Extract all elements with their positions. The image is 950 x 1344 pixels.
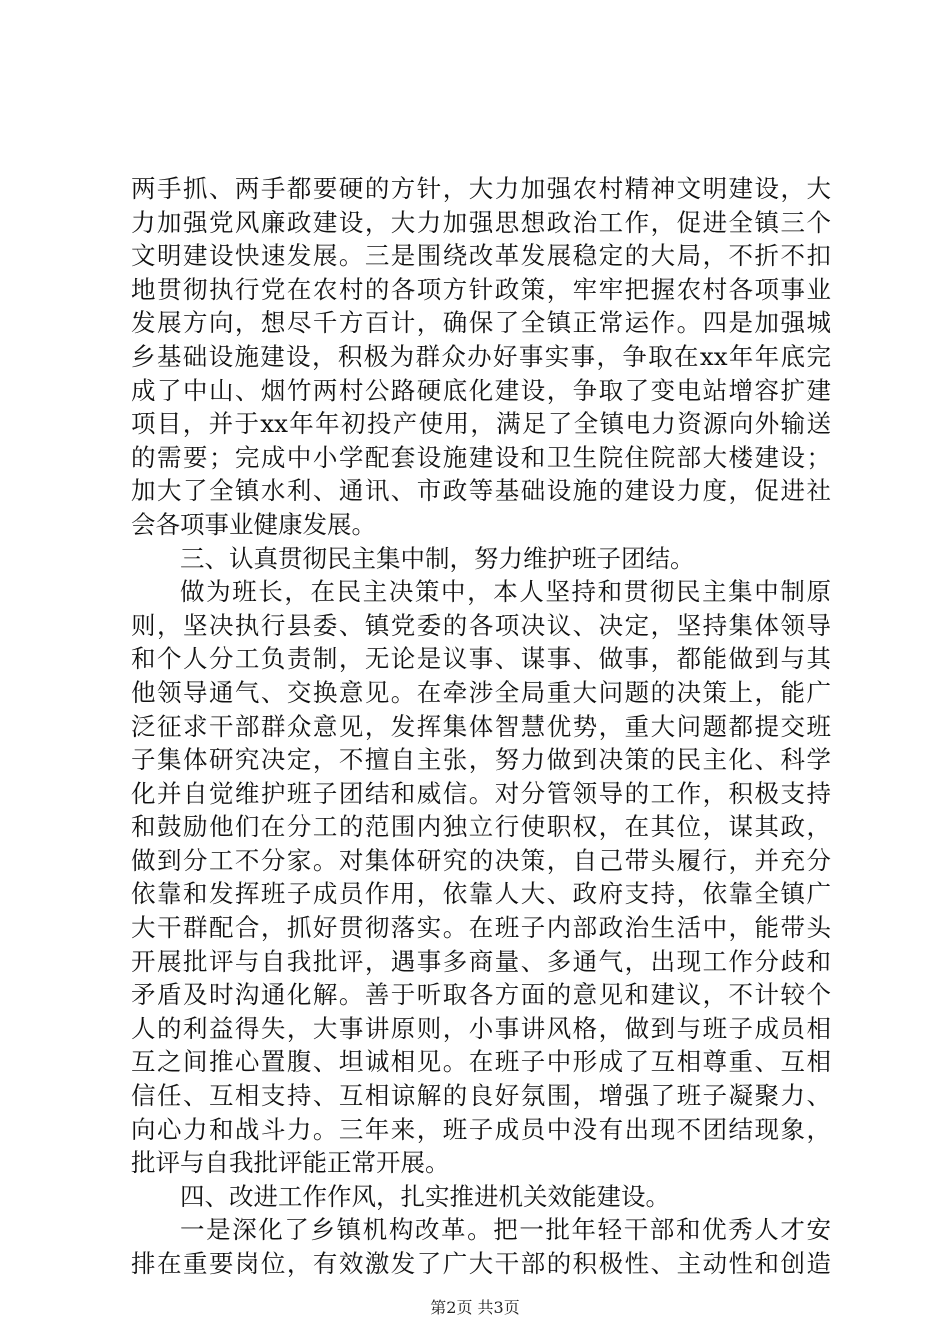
text-line: 的需要；完成中小学配套设施建设和卫生院住院部大楼建设； [131, 442, 831, 472]
text-line: 乡基础设施建设，积极为群众办好事实事，争取在xx年年底完 [131, 341, 831, 371]
text-line: 做到分工不分家。对集体研究的决策，自己带头履行，并充分 [131, 845, 831, 875]
text-line: 两手抓、两手都要硬的方针，大力加强农村精神文明建设，大 [131, 174, 831, 203]
text-line: 三、认真贯彻民主集中制，努力维护班子团结。 [180, 543, 695, 573]
text-line: 子集体研究决定，不擅自主张，努力做到决策的民主化、科学 [131, 745, 831, 775]
text-line: 地贯彻执行党在农村的各项方针政策，牢牢把握农村各项事业 [131, 274, 831, 304]
text-line: 化并自觉维护班子团结和威信。对分管领导的工作，积极支持 [131, 778, 831, 808]
text-line: 力加强党风廉政建设，大力加强思想政治工作，促进全镇三个 [131, 207, 831, 237]
text-line: 和鼓励他们在分工的范围内独立行使职权，在其位，谋其政， [131, 812, 831, 842]
text-line: 会各项事业健康发展。 [131, 509, 376, 539]
text-line: 信任、互相支持、互相谅解的良好氛围，增强了班子凝聚力、 [131, 1081, 831, 1111]
text-line: 他领导通气、交换意见。在牵涉全局重大问题的决策上，能广 [131, 677, 831, 707]
text-line: 一是深化了乡镇机构改革。把一批年轻干部和优秀人才安 [180, 1215, 831, 1245]
page-footer: 第2页 共3页 [430, 1298, 520, 1317]
text-line: 发展方向，想尽千方百计，确保了全镇正常运作。四是加强城 [131, 308, 831, 338]
text-line: 则，坚决执行县委、镇党委的各项决议、决定，坚持集体领导 [131, 610, 831, 640]
text-line: 开展批评与自我批评，遇事多商量、多通气，出现工作分歧和 [131, 946, 831, 976]
text-line: 矛盾及时沟通化解。善于听取各方面的意见和建议，不计较个 [131, 980, 831, 1010]
text-line: 泛征求干部群众意见，发挥集体智慧优势，重大问题都提交班 [131, 711, 831, 741]
text-line: 依靠和发挥班子成员作用，依靠人大、政府支持，依靠全镇广 [131, 879, 831, 909]
text-line: 文明建设快速发展。三是围绕改革发展稳定的大局，不折不扣 [131, 241, 831, 271]
text-line: 做为班长，在民主决策中，本人坚持和贯彻民主集中制原 [180, 577, 831, 607]
text-line: 加大了全镇水利、通讯、市政等基础设施的建设力度，促进社 [131, 476, 831, 506]
text-line: 互之间推心置腹、坦诚相见。在班子中形成了互相尊重、互相 [131, 1047, 831, 1077]
text-line: 大干群配合，抓好贯彻落实。在班子内部政治生活中，能带头 [131, 913, 831, 943]
text-line: 排在重要岗位，有效激发了广大干部的积极性、主动性和创造 [131, 1249, 831, 1278]
text-line: 人的利益得失，大事讲原则，小事讲风格，做到与班子成员相 [131, 1013, 831, 1043]
text-line: 四、改进工作作风，扎实推进机关效能建设。 [180, 1181, 670, 1211]
text-line: 批评与自我批评能正常开展。 [131, 1148, 450, 1178]
text-line: 项目，并于xx年年初投产使用，满足了全镇电力资源向外输送 [131, 409, 831, 439]
document-body [131, 172, 831, 1281]
text-line: 和个人分工负责制，无论是议事、谋事、做事，都能做到与其 [131, 644, 831, 674]
text-line: 成了中山、烟竹两村公路硬底化建设，争取了变电站增容扩建 [131, 375, 831, 405]
text-line: 向心力和战斗力。三年来，班子成员中没有出现不团结现象， [131, 1114, 831, 1144]
